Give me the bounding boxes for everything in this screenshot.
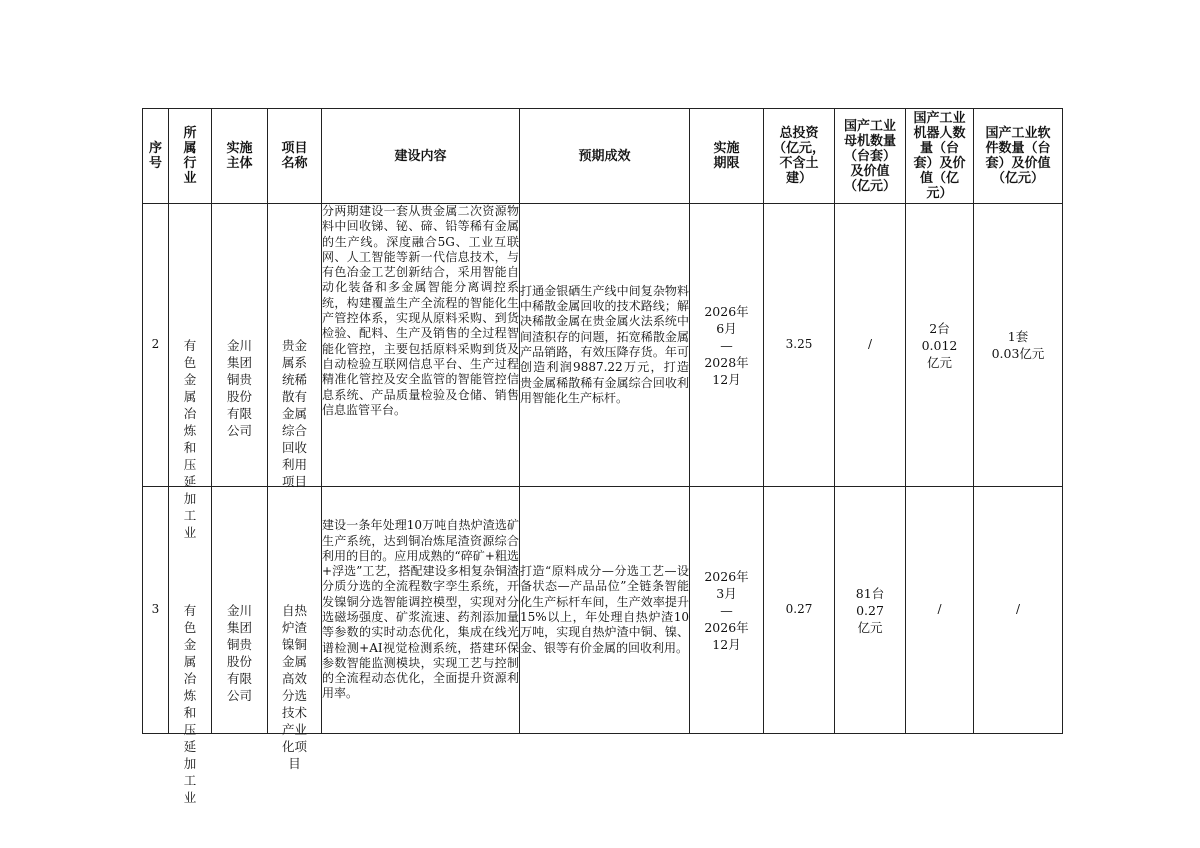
header-machine-tools: 国产工业母机数量（台套）及价值（亿元）: [835, 109, 906, 204]
row-period: 2026年 3月 — 2026年 12月: [690, 487, 764, 734]
header-index: 序号: [143, 109, 169, 204]
table-row: [143, 487, 1063, 734]
header-industry: 所属行业: [169, 109, 212, 204]
table-row: [143, 204, 1063, 487]
row-content: 建设一条年处理10万吨自热炉渣选矿生产系统，达到铜冶炼尾渣资源综合利用的目的。应用成熟的“碎矿+粗选+浮选”工艺，搭配建设多相复杂铜渣分质分选的全流程数字孪生系统，开发镍铜分选智能调控模型，实现对分选磁场强度、矿浆流速、药剂添加量等参数的实时动态优化，集成在线光谱检测+AI视觉检测系统，搭建环保参数智能监测模块，实现工艺与控制的全流程动态优化，全面提升资源利用率。: [322, 487, 520, 734]
project-table: [142, 108, 1063, 805]
row-entity: 金川 集团 铜贵 股份 有限 公司: [212, 204, 268, 487]
row-software: /: [974, 487, 1063, 734]
header-period: 实施期限: [690, 109, 764, 204]
header-robots: 国产工业机器人数量（台套）及价值（亿元）: [906, 109, 974, 204]
row-project-name: 自热 炉渣 镍铜 金属 高效 分选 技术 产业 化项 目: [268, 487, 322, 734]
row-investment: 3.25: [764, 204, 835, 487]
row-machine-tools: /: [835, 204, 906, 487]
row-content: 分两期建设一套从贵金属二次资源物料中回收锑、铋、碲、铅等稀有金属的生产线。深度融合5G、工业互联网、人工智能等新一代信息技术，与有色冶金工艺创新结合，采用智能自动化装备和多金属智能分离调控系统，构建覆盖生产全流程的智能化生产管控体系，实现从原料采购、到货检验、配料、生产及销售的全过程智能化管控，主要包括原料采购到货及自动检验互联网信息平台、生产过程精准化管控及安全监管的智能管控信息系统、产品质量检验及仓储、销售信息监管平台。: [322, 204, 520, 487]
row-project-name: 贵金 属系 统稀 散有 金属 综合 回收 利用 项目: [268, 204, 322, 487]
header-outcome: 预期成效: [520, 109, 690, 204]
row-index: 2: [143, 204, 169, 487]
table-header-row: [143, 109, 1063, 204]
header-software: 国产工业软件数量（台套）及价值（亿元）: [974, 109, 1063, 204]
row-investment: 0.27: [764, 487, 835, 734]
row-industry: 有 色 金 属 冶 炼 和 压 延 加 工 业: [169, 204, 212, 487]
row-entity: 金川 集团 铜贵 股份 有限 公司: [212, 487, 268, 734]
header-investment: 总投资（亿元，不含土建）: [764, 109, 835, 204]
row-outcome: 打造“原料成分—分选工艺—设备状态—产品品位”全链条智能化生产标杆车间，生产效率提升15%以上，年处理自热炉渣10万吨，实现自热炉渣中铜、镍、金、银等有价金属的回收利用。: [520, 487, 690, 734]
row-index: 3: [143, 487, 169, 734]
row-industry: 有 色 金 属 冶 炼 和 压 延 加 工 业: [169, 487, 212, 734]
row-machine-tools: 81台 0.27 亿元: [835, 487, 906, 734]
row-software: 1套 0.03亿元: [974, 204, 1063, 487]
row-robots: 2台 0.012 亿元: [906, 204, 974, 487]
row-robots: /: [906, 487, 974, 734]
header-entity: 实施主体: [212, 109, 268, 204]
header-project-name: 项目名称: [268, 109, 322, 204]
header-content: 建设内容: [322, 109, 520, 204]
row-period: 2026年 6月 — 2028年 12月: [690, 204, 764, 487]
row-outcome: 打通金银硒生产线中间复杂物料中稀散金属回收的技术路线；解决稀散金属在贵金属火法系统中间渣积存的问题，拓宽稀散金属产品销路，有效压降存货。年可创造利润9887.22万元，打造贵金属稀散稀有金属综合回收利用智能化生产标杆。: [520, 204, 690, 487]
